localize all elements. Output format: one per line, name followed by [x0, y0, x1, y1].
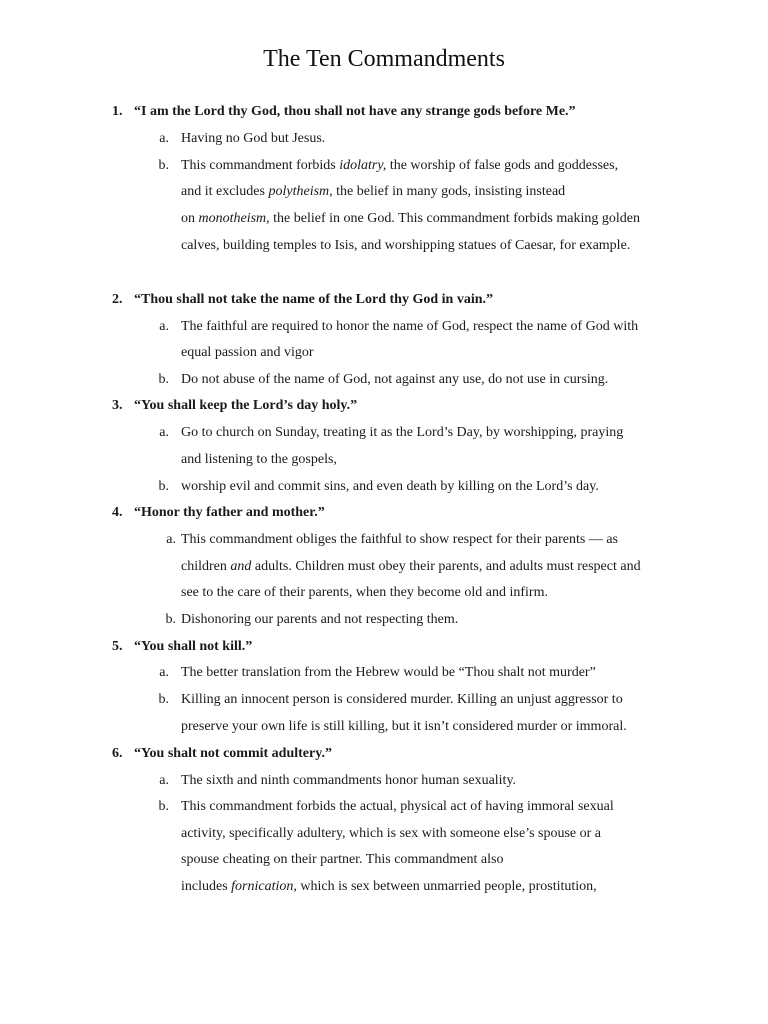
item-label: b.: [158, 372, 169, 387]
text-segment: activity, specifically adultery, which is sex with someone else’s spouse or a: [181, 826, 602, 841]
item-text-line: [181, 344, 314, 362]
text-segment: and listening to the gospels,: [181, 452, 337, 467]
text-segment: and it excludes: [181, 184, 269, 199]
item-text-line: [181, 611, 458, 629]
text-segment: Killing an innocent person is considered murder. Killing an unjust aggressor to: [181, 692, 623, 707]
commandment-heading: “You shall keep the Lord’s day holy.”: [134, 398, 358, 413]
italic-term: and: [230, 559, 252, 574]
item-text-line: [181, 772, 516, 790]
section-number: 2.: [112, 292, 123, 307]
item-text-line: [181, 798, 614, 816]
item-text-line: [181, 157, 618, 175]
italic-term: idolatry,: [339, 158, 387, 173]
text-segment: worship evil and commit sins, and even death by killing on the Lord’s day.: [181, 479, 599, 494]
item-text-line: [181, 851, 503, 869]
text-segment: preserve your own life is still killing, but it isn’t considered murder or immoral.: [181, 719, 627, 734]
text-segment: The sixth and ninth commandments honor human sexuality.: [181, 773, 517, 788]
text-segment: see to the care of their parents, when they become old and infirm.: [181, 585, 548, 600]
commandment-heading: “I am the Lord thy God, thou shall not have any strange gods before Me.”: [134, 104, 576, 119]
text-segment: children: [181, 559, 231, 574]
item-text-line: [181, 878, 597, 896]
text-segment: the worship of false gods and goddesses,: [386, 158, 619, 173]
text-segment: includes: [181, 879, 232, 894]
italic-term: polytheism,: [268, 184, 333, 199]
commandment-heading: “Thou shall not take the name of the Lord thy God in vain.”: [134, 292, 493, 307]
item-label: a.: [159, 425, 169, 440]
item-label: b.: [158, 692, 169, 707]
item-text-line: [181, 478, 599, 496]
item-text-line: [181, 183, 565, 201]
commandment-heading: “You shall not kill.”: [134, 639, 253, 654]
item-text-line: [181, 584, 548, 602]
text-segment: spouse cheating on their partner. This commandment also: [181, 852, 504, 867]
text-segment: the belief in many gods, insisting instead: [332, 184, 566, 199]
item-label: b.: [158, 479, 169, 494]
item-text-line: [181, 558, 641, 576]
item-text-line: [181, 424, 623, 442]
item-text-line: [181, 318, 638, 336]
text-segment: the belief in one God. This commandment forbids making golden: [269, 211, 640, 226]
text-segment: calves, building temples to Isis, and worshipping statues of Caesar, for example.: [181, 238, 631, 253]
document-title: The Ten Commandments: [263, 46, 505, 72]
text-segment: equal passion and vigor: [181, 345, 314, 360]
item-label: a.: [166, 532, 176, 547]
item-text-line: [181, 531, 618, 549]
text-segment: This commandment obliges the faithful to show respect for their parents — as: [181, 532, 619, 547]
text-segment: This commandment forbids the actual, physical act of having immoral sexual: [181, 799, 614, 814]
item-label: a.: [159, 319, 169, 334]
text-segment: adults. Children must obey their parents, and adults must respect and: [251, 559, 641, 574]
commandment-heading: “You shalt not commit adultery.”: [134, 746, 332, 761]
section-number: 3.: [112, 398, 123, 413]
item-label: a.: [159, 665, 169, 680]
item-text-line: [181, 237, 630, 255]
item-label: b.: [158, 799, 169, 814]
section-number: 5.: [112, 639, 123, 654]
text-segment: This commandment forbids: [181, 158, 340, 173]
italic-term: fornication,: [231, 879, 297, 894]
text-segment: Dishonoring our parents and not respecting them.: [181, 612, 459, 627]
text-segment: which is sex between unmarried people, prostitution,: [296, 879, 597, 894]
item-label: a.: [159, 131, 169, 146]
item-text-line: [181, 718, 627, 736]
text-segment: Having no God but Jesus.: [181, 131, 326, 146]
text-segment: on: [181, 211, 199, 226]
item-label: a.: [159, 773, 169, 788]
commandment-heading: “Honor thy father and mother.”: [134, 505, 325, 520]
item-label: b.: [165, 612, 176, 627]
text-segment: Do not abuse of the name of God, not against any use, do not use in cursing.: [181, 372, 609, 387]
item-text-line: [181, 691, 623, 709]
italic-term: monotheism,: [198, 211, 270, 226]
item-text-line: [181, 130, 325, 148]
item-text-line: [181, 451, 337, 469]
item-label: b.: [158, 158, 169, 173]
section-number: 1.: [112, 104, 123, 119]
section-number: 4.: [112, 505, 123, 520]
item-text-line: [181, 825, 601, 843]
item-text-line: [181, 210, 640, 228]
text-segment: Go to church on Sunday, treating it as the Lord’s Day, by worshipping, praying: [181, 425, 624, 440]
section-number: 6.: [112, 746, 123, 761]
text-segment: The better translation from the Hebrew would be “Thou shalt not murder”: [181, 665, 596, 680]
item-text-line: [181, 664, 596, 682]
item-text-line: [181, 371, 608, 389]
text-segment: The faithful are required to honor the name of God, respect the name of God with: [181, 319, 639, 334]
